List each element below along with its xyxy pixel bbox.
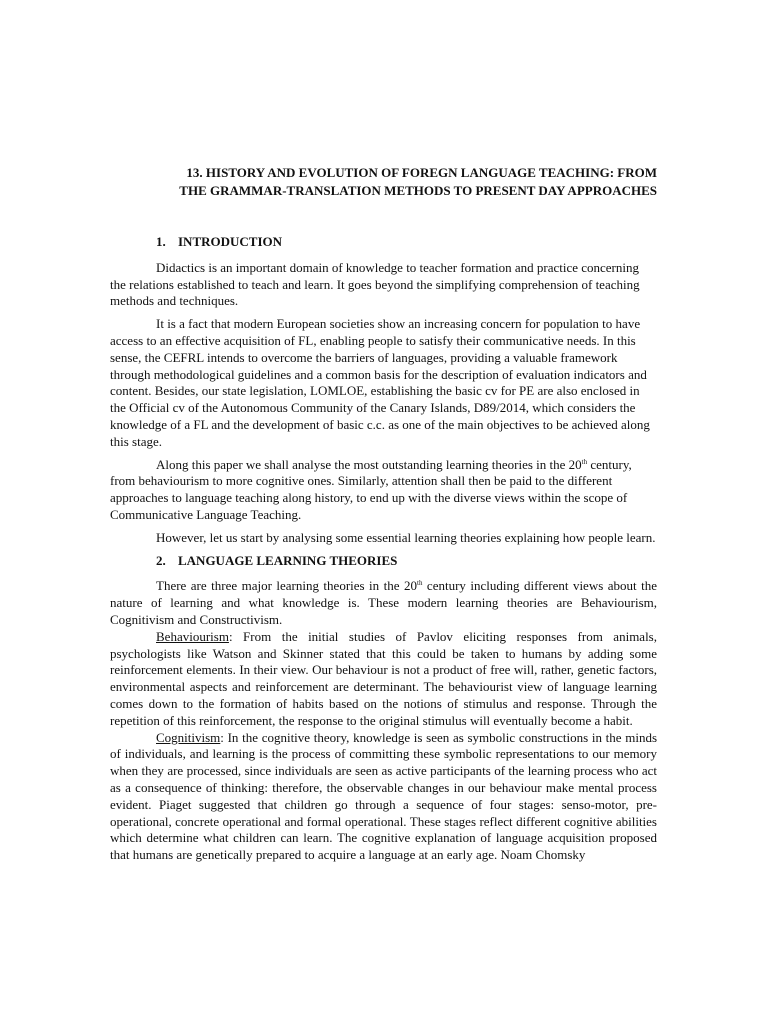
title-line-1: 13. HISTORY AND EVOLUTION OF FOREGN LANGUAGE TEACHING: FROM bbox=[186, 165, 657, 180]
section-number: 2. bbox=[156, 552, 166, 568]
intro-paragraph-2: It is a fact that modern European societies show an increasing concern for population to have access to an effective acquisition of FL, enabling people to satisfy their communicative needs. In this sense, the CEFRL intends to overcome the barriers of languages, providing a valuable framework through methodological guidelines and a common basis for the description of evaluation indicators and content. Besides, our state legislation, LOMLOE, establishing the basic cv for PE are also enclosed in the Official cv of the Autonomous Community of the Canary Islands, D89/2014, which considers the knowledge of a FL and the development of basic c.c. as one of the main objectives to be achieved along this stage. bbox=[110, 316, 650, 449]
section-number: 1. bbox=[156, 234, 166, 249]
intro-paragraph-4: However, let us start by analysing some essential learning theories explaining how people learn. bbox=[156, 529, 656, 545]
theories-paragraph-1 bbox=[110, 578, 657, 628]
section-label: INTRODUCTION bbox=[178, 234, 283, 249]
cognitivism-term: Cognitivism bbox=[156, 729, 221, 745]
cognitivism-text: : In the cognitive theory, knowledge is seen as symbolic constructions in the minds of individuals, and learning is the process of committing these symbolic representations to our memory when they are processed, since individuals are seen as active participants of the learning process who act as a consequence of thinking: therefore, the observable changes in our behaviour make mental process evident. Piaget suggested that children go through a sequence of four stages: senso-motor, pre-operational, concrete operational and formal operational. These stages reflect different cognitive abilities which determine what children can learn. The cognitive explanation of language acquisition proposed that humans are genetically prepared to acquire a language at an early age. Noam Chomsky bbox=[110, 729, 657, 863]
intro-paragraph-3 bbox=[110, 457, 657, 524]
intro-p3-text-a: Along this paper we shall analyse the most outstanding learning theories in the 20 bbox=[156, 456, 582, 472]
theories-p1-sup: th bbox=[417, 579, 423, 588]
behaviourism-term: Behaviourism bbox=[156, 628, 229, 644]
theories-p1-text-b: century including different views about the nature of learning and what knowledge is. These modern learning theories are Behaviourism, Cognitivism and Constructivism. bbox=[110, 578, 657, 627]
document-page bbox=[110, 164, 657, 864]
intro-paragraph-1: Didactics is an important domain of knowledge to teacher formation and practice concerning the relations established to teach and learn. It goes beyond the simplifying comprehension of teaching methods and techniques. bbox=[110, 259, 640, 309]
section-label: LANGUAGE LEARNING THEORIES bbox=[178, 552, 398, 568]
cognitivism-paragraph bbox=[110, 730, 657, 864]
document-title bbox=[110, 164, 657, 200]
behaviourism-paragraph bbox=[110, 629, 657, 730]
intro-p3-sup: th bbox=[581, 457, 588, 466]
behaviourism-text: : From the initial studies of Pavlov eliciting responses from animals, psychologists like Watson and Skinner stated that this could be taken to humans by adding some reinforcement elements. In their view. Our behaviour is not a product of free will, rather, genetic factors, environmental aspects and reinforcement are determinant. The behaviourist view of language learning comes down to the formation of habits based on the notions of stimulus and response. Through the repetition of this reinforcement, the response to the original stimulus will eventually become a habit. bbox=[110, 628, 657, 728]
section-heading-learning-theories bbox=[110, 553, 657, 570]
theories-p1-text-a: There are three major learning theories in the 20 bbox=[156, 578, 417, 594]
intro-p3-text-b: century, from behaviourism to more cognitive ones. Similarly, attention shall then be paid to the different approaches to language teaching along history, to end up with the diverse views within the scope of Communicative Language Teaching. bbox=[110, 456, 632, 522]
section-heading-introduction bbox=[110, 234, 657, 251]
title-line-2: THE GRAMMAR-TRANSLATION METHODS TO PRESENT DAY APPROACHES bbox=[179, 183, 657, 198]
